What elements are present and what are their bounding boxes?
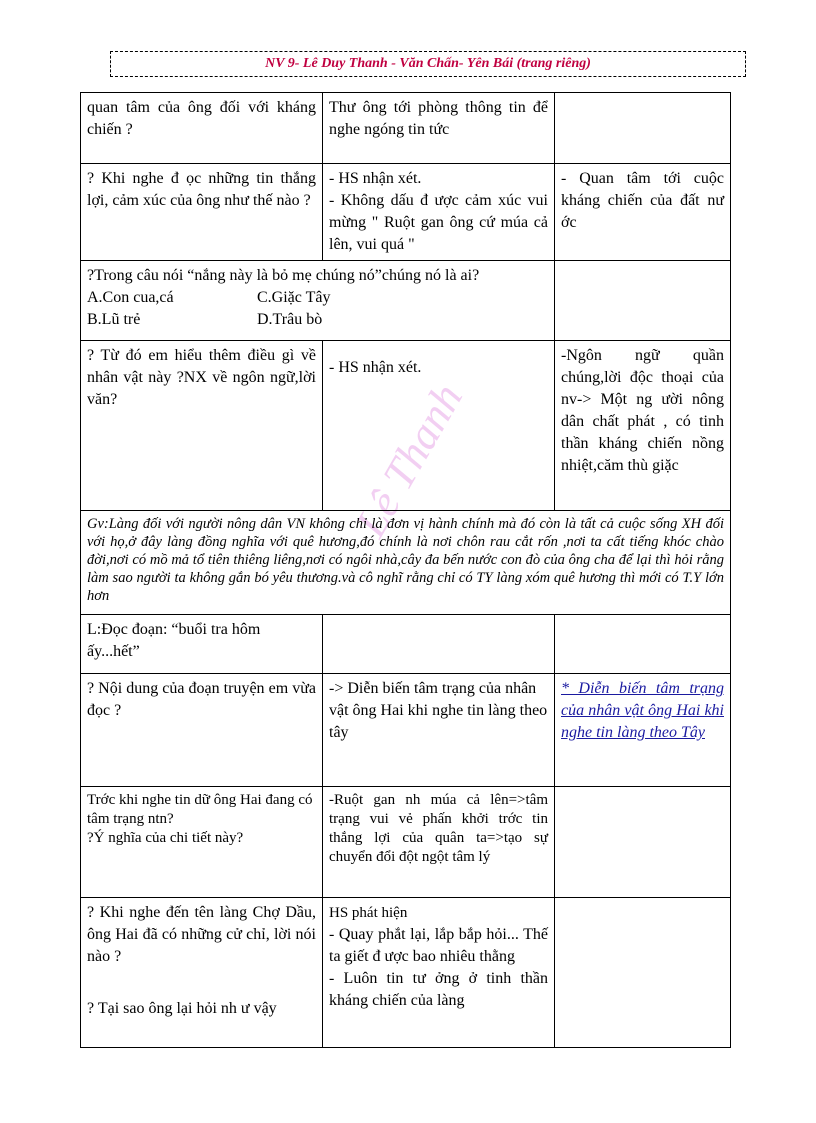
question-line: ?Ý nghĩa của chi tiết này?: [87, 830, 244, 846]
question-cell: L:Đọc đoạn: “buổi tra hôm ấy...hết”: [81, 615, 323, 674]
note-cell: [555, 898, 731, 1048]
answer-cell: Thư ông tới phòng thông tin để nghe ngóng tin tức: [323, 93, 555, 164]
answer-line: - Luôn tin tư ởng ở tinh thần kháng chiến của làng: [329, 970, 548, 1009]
answer-cell: - HS nhận xét.: [323, 341, 555, 511]
note-cell: [555, 261, 731, 341]
table-row: [81, 341, 731, 511]
answer-cell: [323, 898, 555, 1048]
question-cell: [81, 898, 323, 1048]
watermark: Lê Thanh: [345, 375, 473, 545]
answer-line: - Quay phắt lại, lắp bắp hỏi... Thế ta giết đ ược bao nhiêu thằng: [329, 926, 548, 965]
table-row: [81, 511, 731, 615]
table-row: [81, 898, 731, 1048]
header-text: NV 9- Lê Duy Thanh - Văn Chấn- Yên Bái (trang riêng): [265, 56, 591, 71]
question-cell: ? Khi nghe đ ọc những tin thắng lợi, cảm xúc của ông như thế nào ?: [81, 164, 323, 261]
question-cell: [81, 787, 323, 898]
question-line: ? Tại sao ông lại hỏi nh ư vậy: [87, 1000, 277, 1017]
table-row: [81, 261, 731, 341]
answer-cell: -Ruột gan nh múa cả lên=>tâm trạng vui vẻ phấn khởi trớc tin thắng lợi của quân ta=>tạo sự chuyển đổi đột ngột tâm lý: [323, 787, 555, 898]
table-row: [81, 615, 731, 674]
note-cell: * Diễn biến tâm trạng của nhân vật ông Hai khi nghe tin làng theo Tây: [555, 674, 731, 787]
note-cell: - Quan tâm tới cuộc kháng chiến của đất nư ớc: [555, 164, 731, 261]
quiz-options-row: [87, 287, 548, 309]
quiz-cell: [81, 261, 555, 341]
table-row: [81, 164, 731, 261]
answer-cell: [323, 615, 555, 674]
teacher-note-cell: Gv:Làng đối với người nông dân VN không chỉ là đơn vị hành chính mà đó còn là tất cả cuộc sống XH đối với họ,ở đây làng đồng nghĩa với quê hương,đó chính là nơi chôn rau cắt rốn ,nơi ta cất tiếng khóc chào đời,nơi có mồ mả tổ tiên thiêng liêng,nơi có ngôi nhà,cây đa bến nước con đò của ông cha để lại thì hỏi rằng làm sao người ta không gắn bó yêu thương.và cô nghĩ rằng chỉ có TY làng xóm quê hương thì mới có T.Y lớn hơn: [81, 511, 731, 615]
lesson-table: [80, 92, 731, 1048]
note-cell: [555, 93, 731, 164]
table-row: [81, 787, 731, 898]
table-row: [81, 674, 731, 787]
note-cell: [555, 787, 731, 898]
answer-line: HS phát hiện: [329, 905, 408, 921]
question-cell: ? Nội dung của đoạn truyện em vừa đọc ?: [81, 674, 323, 787]
answer-line: - Không dấu đ ược cảm xúc vui mừng " Ruột gan ông cứ múa cả lên, vui quá ": [329, 192, 548, 253]
note-cell: [555, 615, 731, 674]
quiz-option-d: D.Trâu bò: [257, 311, 323, 328]
question-cell: quan tâm của ông đối với kháng chiến ?: [81, 93, 323, 164]
note-cell: -Ngôn ngữ quần chúng,lời độc thoại của nv-> Một ng ười nông dân chất phát , có tinh thần kháng chiến nồng nhiệt,căm thù giặc: [555, 341, 731, 511]
table-row: [81, 93, 731, 164]
question-cell: ? Từ đó em hiểu thêm điều gì về nhân vật này ?NX về ngôn ngữ,lời văn?: [81, 341, 323, 511]
answer-line: - HS nhận xét.: [329, 170, 422, 187]
quiz-options-row: [87, 309, 548, 331]
question-line: ? Khi nghe đến tên làng Chợ Dầu, ông Hai đã có những cử chỉ, lời nói nào ?: [87, 904, 316, 965]
quiz-option-a: A.Con cua,cá: [87, 289, 174, 306]
question-line: Trớc khi nghe tin dữ ông Hai đang có tâm trạng ntn?: [87, 792, 313, 827]
quiz-question: ?Trong câu nói “nắng này là bỏ mẹ chúng nó”chúng nó là ai?: [87, 267, 480, 284]
quiz-option-b: B.Lũ trẻ: [87, 311, 141, 328]
answer-cell: [323, 164, 555, 261]
quiz-option-c: C.Giặc Tây: [257, 289, 331, 306]
page-header: [110, 51, 746, 77]
answer-cell: -> Diễn biến tâm trạng của nhân vật ông Hai khi nghe tin làng theo tây: [323, 674, 555, 787]
